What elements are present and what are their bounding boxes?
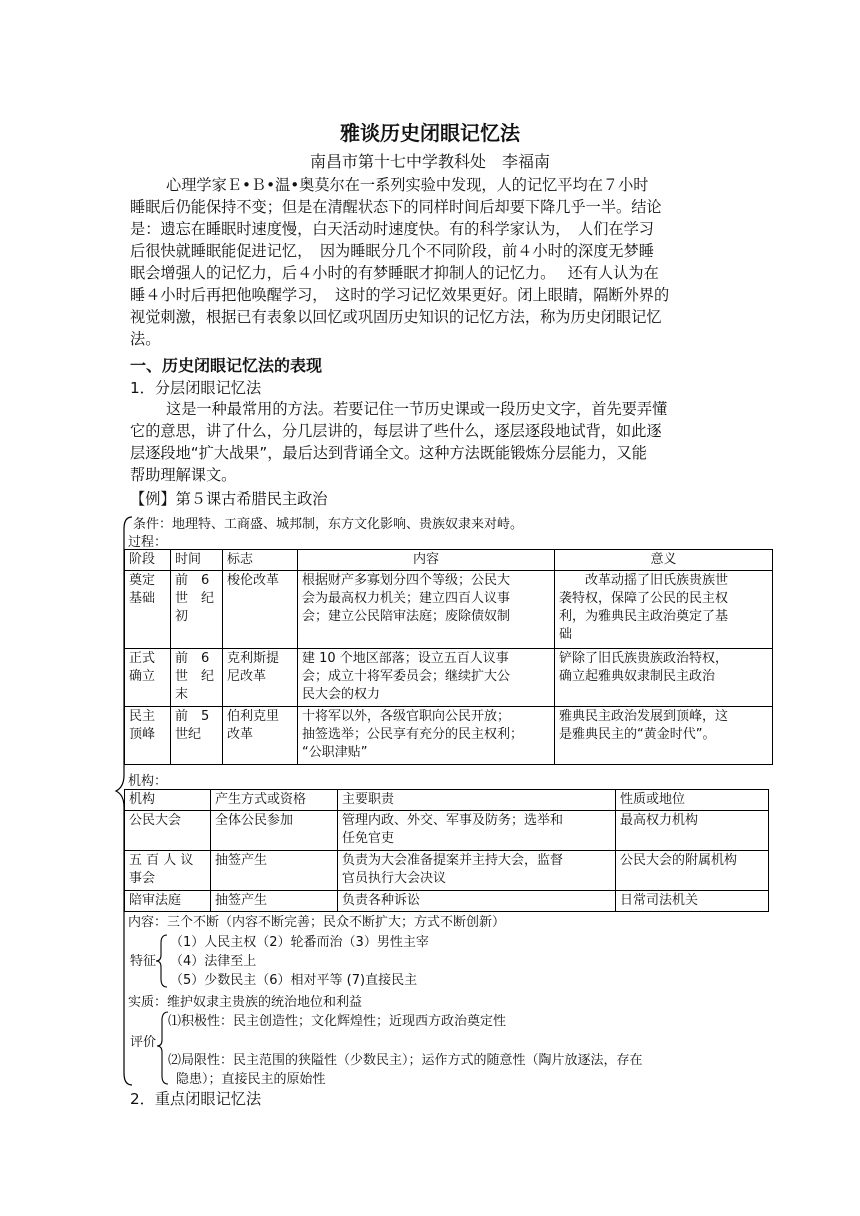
method-cell bbox=[211, 851, 338, 891]
cell-text: 梭伦改革 bbox=[227, 573, 280, 588]
method-line: 这是一种最常用的方法。若要记住一节历史课或一段历史文字，首先要弄懂 bbox=[166, 400, 668, 418]
table-header-row bbox=[125, 550, 773, 571]
duty-cell bbox=[338, 891, 616, 912]
cell-text: 官员执行大会决议 bbox=[342, 871, 447, 886]
cell-text: 负责为大会准备提案并主持大会，监督 bbox=[342, 853, 564, 868]
content-cell bbox=[298, 707, 555, 765]
intro-line: 是：遗忘在睡眠时速度慢，白天活动时速度快。有的科学家认为， 人们在学习 bbox=[130, 220, 654, 238]
table-row bbox=[125, 891, 769, 912]
feature-line: （4）法律至上 bbox=[170, 954, 257, 969]
evaluation-negative-line: ⑵局限性：民主范围的狭隘性（少数民主）；运作方式的随意性（陶片放逐法，存在 bbox=[168, 1053, 643, 1068]
example-title: 【例】第５课古希腊民主政治 bbox=[130, 490, 328, 508]
table-row bbox=[125, 811, 769, 851]
cell-text: 世 纪 bbox=[175, 591, 215, 606]
nature-cell bbox=[616, 851, 769, 891]
cell-text: 陪审法庭 bbox=[129, 893, 182, 908]
content-cell bbox=[298, 571, 555, 649]
institutions-table bbox=[124, 789, 769, 912]
author-line: 南昌市第十七中学教科处 李福南 bbox=[309, 152, 550, 171]
cell-text: 会为最高权力机关；建立四百人议事 bbox=[302, 591, 511, 606]
cell-text: 最高权力机构 bbox=[620, 813, 699, 828]
cell-text: 雅典民主政治发展到顶峰，这 bbox=[559, 709, 729, 724]
feature-line: （5）少数民主（6）相对平等 (7)直接民主 bbox=[170, 973, 418, 988]
table-header-row bbox=[125, 790, 769, 811]
process-label: 过程： bbox=[128, 535, 168, 550]
stage-cell bbox=[125, 707, 171, 765]
process-table bbox=[124, 549, 773, 765]
cell-text: 建 10 个地区部落；设立五百人议事 bbox=[302, 651, 509, 666]
duty-cell bbox=[338, 811, 616, 851]
evaluation-negative-line: 隐患）；直接民主的原始性 bbox=[176, 1072, 326, 1087]
header-cell: 性质或地位 bbox=[616, 790, 769, 811]
essence-line: 实质：维护奴隶主贵族的统治地位和利益 bbox=[128, 995, 363, 1010]
cell-text: 管理内政、外交、军事及防务；选举和 bbox=[342, 813, 564, 828]
nature-cell bbox=[616, 891, 769, 912]
cell-text: 顶峰 bbox=[129, 727, 156, 742]
cell-text: 正式 bbox=[129, 651, 156, 666]
features-brace-icon bbox=[155, 933, 169, 989]
cell-text: 基础 bbox=[129, 591, 156, 606]
time-cell bbox=[171, 649, 223, 707]
cell-text: 民主 bbox=[129, 709, 156, 724]
table-row bbox=[125, 649, 773, 707]
evaluation-label: 评价 bbox=[130, 1035, 157, 1050]
cell-text: “公职津贴” bbox=[302, 745, 368, 760]
cell-text: 抽签产生 bbox=[215, 893, 268, 908]
cell-text: 民大会的权力 bbox=[302, 687, 381, 702]
nature-cell bbox=[616, 811, 769, 851]
cell-text: 确立起雅典奴隶制民主政治 bbox=[559, 669, 716, 684]
method-line: 帮助理解课文。 bbox=[130, 466, 237, 484]
table-row bbox=[125, 571, 773, 649]
sub2-heading: 2．重点闭眼记忆法 bbox=[130, 1090, 262, 1108]
evaluation-positive: ⑴积极性：民主创造性；文化辉煌性；近现西方政治奠定性 bbox=[168, 1014, 507, 1029]
method-cell bbox=[211, 811, 338, 851]
header-cell: 阶段 bbox=[125, 550, 171, 571]
sub1-heading: 1．分层闭眼记忆法 bbox=[130, 379, 262, 397]
cell-text: 公民大会 bbox=[129, 813, 182, 828]
cell-text: 确立 bbox=[129, 669, 156, 684]
intro-line: 眠会增强人的记忆力，后４小时的有梦睡眠才抑制人的记忆力。 还有人认为在 bbox=[130, 264, 659, 282]
sign-cell bbox=[223, 571, 298, 649]
cell-text: 抽签产生 bbox=[215, 853, 268, 868]
content-line: 内容：三个不断（内容不断完善；民众不断扩大；方式不断创新） bbox=[128, 915, 506, 930]
cell-text: 会；成立十将军委员会；继续扩大公 bbox=[302, 669, 511, 684]
cell-text: 尼改革 bbox=[227, 669, 267, 684]
cell-text: 世纪 bbox=[175, 727, 202, 742]
cell-text: 公民大会的附属机构 bbox=[620, 853, 738, 868]
stage-cell bbox=[125, 649, 171, 707]
cell-text: 克利斯提 bbox=[227, 651, 280, 666]
header-cell: 意义 bbox=[555, 550, 773, 571]
method-line: 它的意思，讲了什么，分几层讲的，每层讲了些什么，逐层逐段地试背，如此逐 bbox=[130, 422, 662, 440]
page-title: 雅谈历史闭眼记忆法 bbox=[340, 121, 520, 145]
cell-text: 负责各种诉讼 bbox=[342, 893, 421, 908]
cell-text: 前 6 bbox=[175, 651, 210, 666]
cell-text: 五 百 人 议 bbox=[129, 853, 194, 868]
intro-line: 心理学家Ｅ•Ｂ•温•奥莫尔在一系列实验中发现，人的记忆平均在７小时 bbox=[166, 176, 649, 194]
cell-text: 袭特权，保障了公民的民主权 bbox=[559, 591, 729, 606]
meaning-cell bbox=[555, 707, 773, 765]
time-cell bbox=[171, 707, 223, 765]
cell-text: 全体公民参加 bbox=[215, 813, 294, 828]
sign-cell bbox=[223, 707, 298, 765]
intro-paragraph bbox=[130, 174, 730, 350]
header-cell: 产生方式或资格 bbox=[211, 790, 338, 811]
header-cell: 机构 bbox=[125, 790, 211, 811]
intro-line: 后很快就睡眠能促进记忆， 因为睡眠分几个不同阶段，前４小时的深度无梦睡 bbox=[130, 242, 654, 260]
cell-text: 础 bbox=[559, 627, 573, 642]
cell-text: 改革 bbox=[227, 727, 254, 742]
header-cell: 标志 bbox=[223, 550, 298, 571]
sign-cell bbox=[223, 649, 298, 707]
cell-text: 是雅典民主的“黄金时代”。 bbox=[559, 727, 716, 742]
cell-text: 世 纪 bbox=[175, 669, 215, 684]
conditions-line: 条件：地理特、工商盛、城邦制，东方文化影响、贵族奴隶来对峙。 bbox=[133, 517, 524, 532]
cell-text: 利，为雅典民主政治奠定了基 bbox=[559, 609, 729, 624]
feature-line: （1）人民主权（2）轮番而治（3）男性主宰 bbox=[170, 935, 429, 950]
meaning-cell bbox=[555, 571, 773, 649]
duty-cell bbox=[338, 851, 616, 891]
cell-text: 根据财产多寡划分四个等级；公民大 bbox=[302, 573, 511, 588]
stage-cell bbox=[125, 571, 171, 649]
cell-text: 伯利克里 bbox=[227, 709, 280, 724]
cell-text: 初 bbox=[175, 609, 189, 624]
cell-text: 奠定 bbox=[129, 573, 156, 588]
intro-line: 睡４小时后再把他唤醒学习， 这时的学习记忆效果更好。闭上眼睛，隔断外界的 bbox=[130, 286, 670, 304]
intro-line: 睡眠后仍能保持不变；但是在清醒状态下的同样时间后却要下降几乎一半。结论 bbox=[130, 198, 662, 216]
content-cell bbox=[298, 649, 555, 707]
table-row bbox=[125, 707, 773, 765]
cell-text: 日常司法机关 bbox=[620, 893, 699, 908]
institution-name-cell bbox=[125, 851, 211, 891]
method-paragraph bbox=[130, 398, 730, 486]
header-cell: 内容 bbox=[298, 550, 555, 571]
features-label: 特征 bbox=[130, 954, 157, 969]
cell-text: 前 6 bbox=[175, 573, 210, 588]
cell-text: 末 bbox=[175, 687, 189, 702]
cell-text: 抽签选举；公民享有充分的民主权利； bbox=[302, 727, 524, 742]
institution-name-cell bbox=[125, 891, 211, 912]
cell-text: 前 5 bbox=[175, 709, 210, 724]
intro-line: 法。 bbox=[130, 330, 161, 348]
table-row bbox=[125, 851, 769, 891]
time-cell bbox=[171, 571, 223, 649]
institutions-label: 机构： bbox=[128, 774, 168, 789]
institution-name-cell bbox=[125, 811, 211, 851]
method-cell bbox=[211, 891, 338, 912]
method-line: 层逐段地“扩大战果”，最后达到背诵全文。这种方法既能锻炼分层能力，又能 bbox=[130, 444, 647, 462]
intro-line: 视觉刺激，根据已有表象以回忆或巩固历史知识的记忆方法，称为历史闭眼记忆 bbox=[130, 308, 662, 326]
header-cell: 时间 bbox=[171, 550, 223, 571]
cell-text: 任免官吏 bbox=[342, 831, 395, 846]
cell-text: 十将军以外，各级官职向公民开放； bbox=[302, 709, 511, 724]
cell-text: 事会 bbox=[129, 871, 156, 886]
header-cell: 主要职责 bbox=[338, 790, 616, 811]
meaning-cell bbox=[555, 649, 773, 707]
section1-heading: 一、历史闭眼记忆法的表现 bbox=[130, 356, 323, 375]
cell-text: 改革动摇了旧氏族贵族世 bbox=[559, 573, 729, 588]
cell-text: 会；建立公民陪审法庭；废除债奴制 bbox=[302, 609, 511, 624]
cell-text: 铲除了旧氏族贵族政治特权， bbox=[559, 651, 729, 666]
